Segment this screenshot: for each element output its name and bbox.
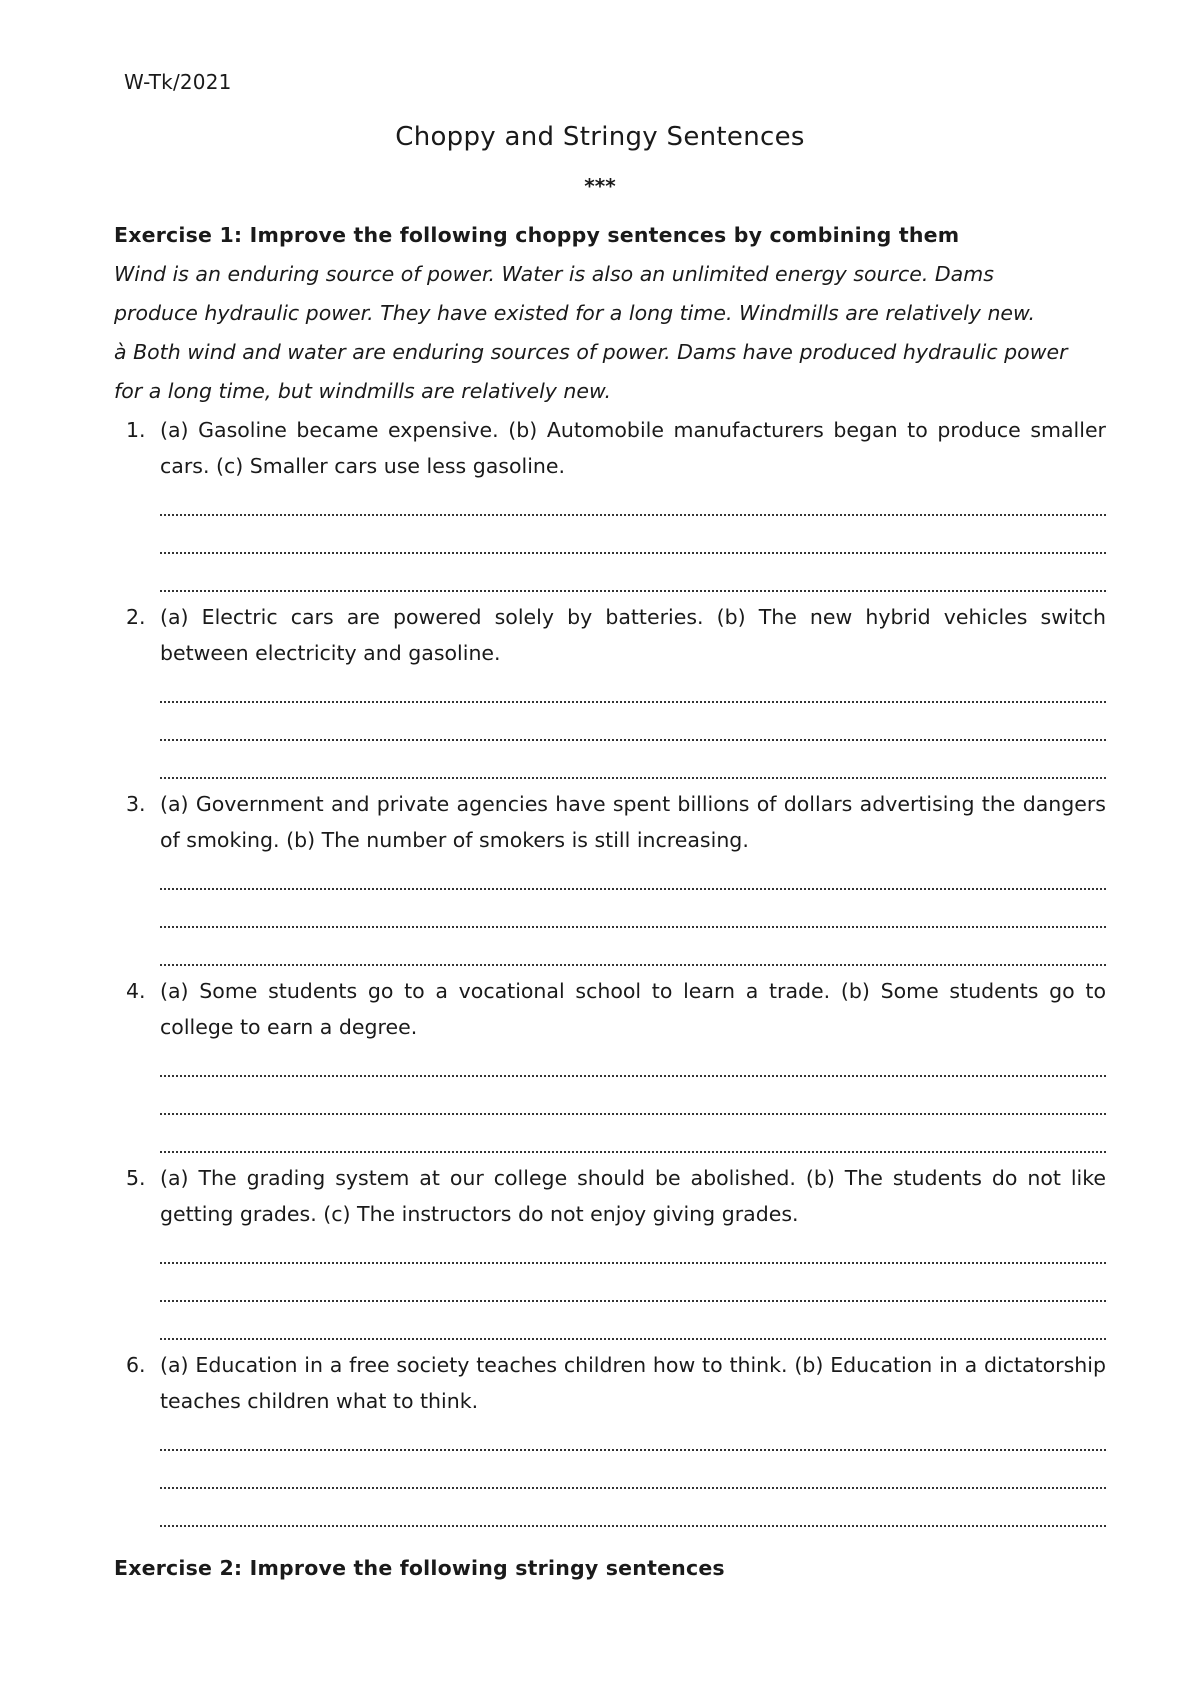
- example-line: for a long time, but windmills are relatively new.: [114, 379, 611, 403]
- document-code: W-Tk/2021: [124, 70, 232, 94]
- answer-line[interactable]: [160, 1419, 1106, 1457]
- answer-line[interactable]: [160, 858, 1106, 896]
- answer-line[interactable]: [160, 560, 1106, 598]
- question-number: 3.: [126, 792, 146, 816]
- exercise-1-heading: Exercise 1: Improve the following choppy sentences by combining them: [114, 223, 960, 247]
- answer-line[interactable]: [160, 1308, 1106, 1346]
- answer-line[interactable]: [160, 1121, 1106, 1159]
- question-text: (a) Gasoline became expensive. (b) Automobile manufacturers began to produce smaller cars. (c) Smaller cars use less gasoline.: [160, 418, 1106, 478]
- title-separator: ***: [584, 174, 616, 198]
- question-item: [114, 785, 1106, 972]
- question-text: (a) Electric cars are powered solely by batteries. (b) The new hybrid vehicles switch between electricity and gasoline.: [160, 605, 1106, 665]
- answer-line[interactable]: [160, 1495, 1106, 1533]
- question-text: (a) Some students go to a vocational school to learn a trade. (b) Some students go to college to earn a degree.: [160, 979, 1106, 1039]
- question-number: 4.: [126, 979, 146, 1003]
- answer-line[interactable]: [160, 896, 1106, 934]
- worksheet-content: [114, 216, 1106, 1588]
- question-text: (a) Education in a free society teaches children how to think. (b) Education in a dictatorship teaches children what to think.: [160, 1353, 1106, 1413]
- answer-line[interactable]: [160, 522, 1106, 560]
- question-item: [114, 1159, 1106, 1346]
- page-title: Choppy and Stringy Sentences: [395, 122, 805, 152]
- answer-line[interactable]: [160, 934, 1106, 972]
- question-list: [114, 411, 1106, 1533]
- question-item: [114, 598, 1106, 785]
- answer-line[interactable]: [160, 1232, 1106, 1270]
- example-line: à Both wind and water are enduring sources of power. Dams have produced hydraulic power: [114, 340, 1068, 364]
- answer-line[interactable]: [160, 747, 1106, 785]
- example-line: Wind is an enduring source of power. Water is also an unlimited energy source. Dams: [114, 262, 994, 286]
- answer-line[interactable]: [160, 484, 1106, 522]
- answer-line[interactable]: [160, 1045, 1106, 1083]
- answer-line[interactable]: [160, 1457, 1106, 1495]
- question-item: [114, 1346, 1106, 1533]
- question-item: [114, 972, 1106, 1159]
- example-line: produce hydraulic power. They have existed for a long time. Windmills are relatively new.: [114, 301, 1036, 325]
- answer-line[interactable]: [160, 1083, 1106, 1121]
- question-text: (a) The grading system at our college should be abolished. (b) The students do not like getting grades. (c) The instructors do not enjoy giving grades.: [160, 1166, 1106, 1226]
- question-number: 2.: [126, 605, 146, 629]
- question-text: (a) Government and private agencies have spent billions of dollars advertising the dangers of smoking. (b) The number of smokers is still increasing.: [160, 792, 1106, 852]
- exercise-1-example: [114, 255, 1106, 411]
- question-number: 1.: [126, 418, 146, 442]
- exercise-2-heading: Exercise 2: Improve the following stringy sentences: [114, 1556, 725, 1580]
- answer-line[interactable]: [160, 709, 1106, 747]
- question-number: 5.: [126, 1166, 146, 1190]
- answer-line[interactable]: [160, 671, 1106, 709]
- question-item: [114, 411, 1106, 598]
- answer-line[interactable]: [160, 1270, 1106, 1308]
- question-number: 6.: [126, 1353, 146, 1377]
